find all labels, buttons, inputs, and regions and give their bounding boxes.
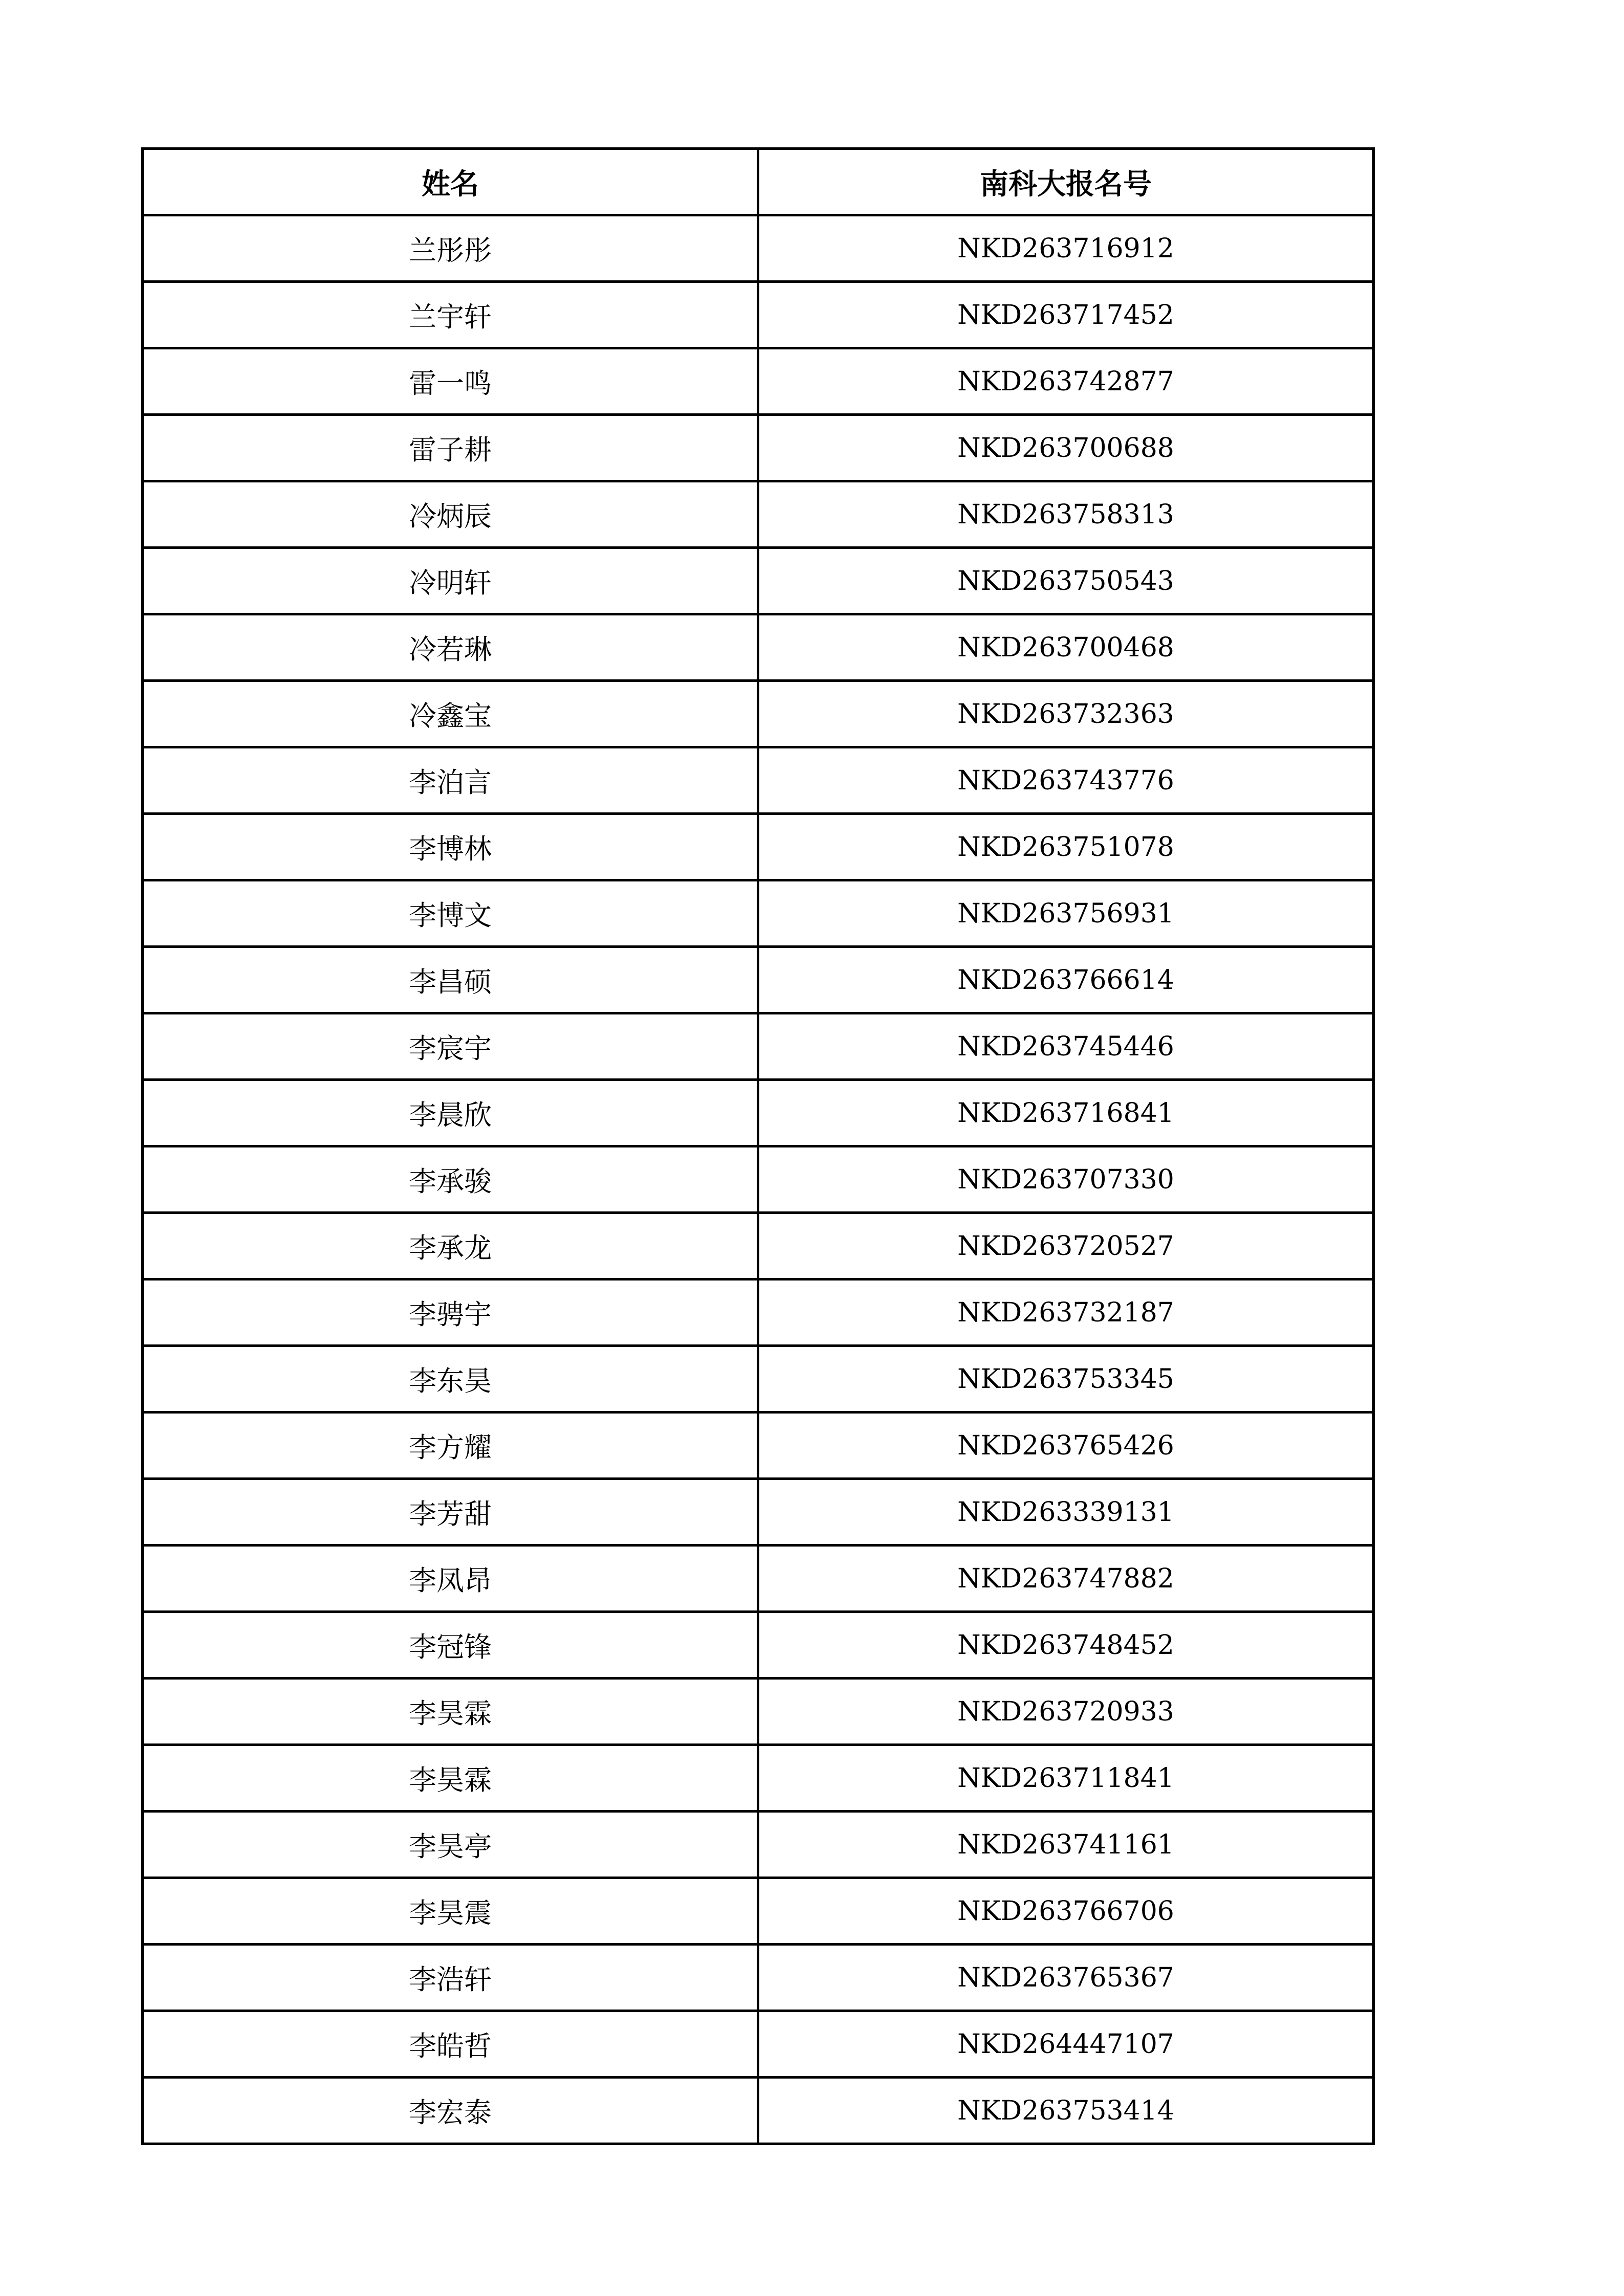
registration-number-cell: NKD263751078 [758,814,1374,880]
table-row [143,1013,1374,1080]
table-row [143,1878,1374,1945]
registration-number-cell: NKD263339131 [758,1479,1374,1546]
name-cell: 兰宇轩 [143,282,758,348]
table-row [143,1412,1374,1479]
registration-number-cell: NKD263758313 [758,481,1374,548]
name-cell: 李皓哲 [143,2011,758,2078]
registration-number-cell: NKD263742877 [758,348,1374,415]
name-cell: 李承龙 [143,1213,758,1279]
name-cell: 李冠锋 [143,1612,758,1679]
table-row [143,481,1374,548]
table-row [143,1279,1374,1346]
registration-number-cell: NKD263750543 [758,548,1374,614]
registration-number-cell: NKD263732187 [758,1279,1374,1346]
registration-number-cell: NKD263700688 [758,415,1374,481]
registration-number-cell: NKD263748452 [758,1612,1374,1679]
registration-number-cell: NKD263716912 [758,215,1374,282]
table-row [143,614,1374,681]
registration-number-cell: NKD263732363 [758,681,1374,747]
roster-table [141,147,1375,2145]
registration-number-cell: NKD263766706 [758,1878,1374,1945]
name-cell: 冷明轩 [143,548,758,614]
table-row [143,2078,1374,2144]
registration-number-cell: NKD263765426 [758,1412,1374,1479]
registration-number-cell: NKD263753345 [758,1346,1374,1412]
table-row [143,1146,1374,1213]
name-cell: 李昊霖 [143,1745,758,1812]
name-cell: 李芳甜 [143,1479,758,1546]
registration-number-cell: NKD263741161 [758,1812,1374,1878]
name-cell: 李骋宇 [143,1279,758,1346]
table-row [143,1812,1374,1878]
registration-number-cell: NKD263753414 [758,2078,1374,2144]
name-cell: 李宏泰 [143,2078,758,2144]
name-cell: 李昊亭 [143,1812,758,1878]
name-cell: 冷炳辰 [143,481,758,548]
registration-number-cell: NKD263743776 [758,747,1374,814]
table-row [143,1080,1374,1146]
table-row [143,747,1374,814]
name-cell: 李昊霖 [143,1679,758,1745]
name-cell: 李泊言 [143,747,758,814]
table-row [143,1612,1374,1679]
table-row [143,1679,1374,1745]
registration-number-cell: NKD263711841 [758,1745,1374,1812]
column-header-registration-number: 南科大报名号 [758,149,1374,215]
name-cell: 李方耀 [143,1412,758,1479]
registration-number-cell: NKD263766614 [758,947,1374,1013]
table-row [143,1346,1374,1412]
name-cell: 李浩轩 [143,1945,758,2011]
table-row [143,215,1374,282]
table-body [143,215,1374,2144]
name-cell: 冷若琳 [143,614,758,681]
name-cell: 李博林 [143,814,758,880]
name-cell: 李晨欣 [143,1080,758,1146]
table-row [143,1945,1374,2011]
registration-number-cell: NKD264447107 [758,2011,1374,2078]
table-row [143,1546,1374,1612]
header-row [143,149,1374,215]
table-row [143,1745,1374,1812]
name-cell: 李东昊 [143,1346,758,1412]
registration-number-cell: NKD263707330 [758,1146,1374,1213]
table-row [143,1479,1374,1546]
table-row [143,947,1374,1013]
table-row [143,1213,1374,1279]
registration-number-cell: NKD263720527 [758,1213,1374,1279]
name-cell: 雷子耕 [143,415,758,481]
table-row [143,2011,1374,2078]
column-header-name: 姓名 [143,149,758,215]
registration-number-cell: NKD263717452 [758,282,1374,348]
name-cell: 李承骏 [143,1146,758,1213]
table-row [143,880,1374,947]
registration-number-cell: NKD263720933 [758,1679,1374,1745]
name-cell: 李博文 [143,880,758,947]
registration-number-cell: NKD263747882 [758,1546,1374,1612]
table-row [143,415,1374,481]
name-cell: 李凤昂 [143,1546,758,1612]
name-cell: 李宸宇 [143,1013,758,1080]
registration-number-cell: NKD263756931 [758,880,1374,947]
table-row [143,348,1374,415]
name-cell: 雷一鸣 [143,348,758,415]
table-row [143,548,1374,614]
name-cell: 李昌硕 [143,947,758,1013]
table-row [143,814,1374,880]
registration-number-cell: NKD263745446 [758,1013,1374,1080]
name-cell: 李昊震 [143,1878,758,1945]
name-cell: 兰彤彤 [143,215,758,282]
registration-number-cell: NKD263716841 [758,1080,1374,1146]
registration-number-cell: NKD263765367 [758,1945,1374,2011]
registration-number-cell: NKD263700468 [758,614,1374,681]
name-cell: 冷鑫宝 [143,681,758,747]
table-row [143,282,1374,348]
table-row [143,681,1374,747]
